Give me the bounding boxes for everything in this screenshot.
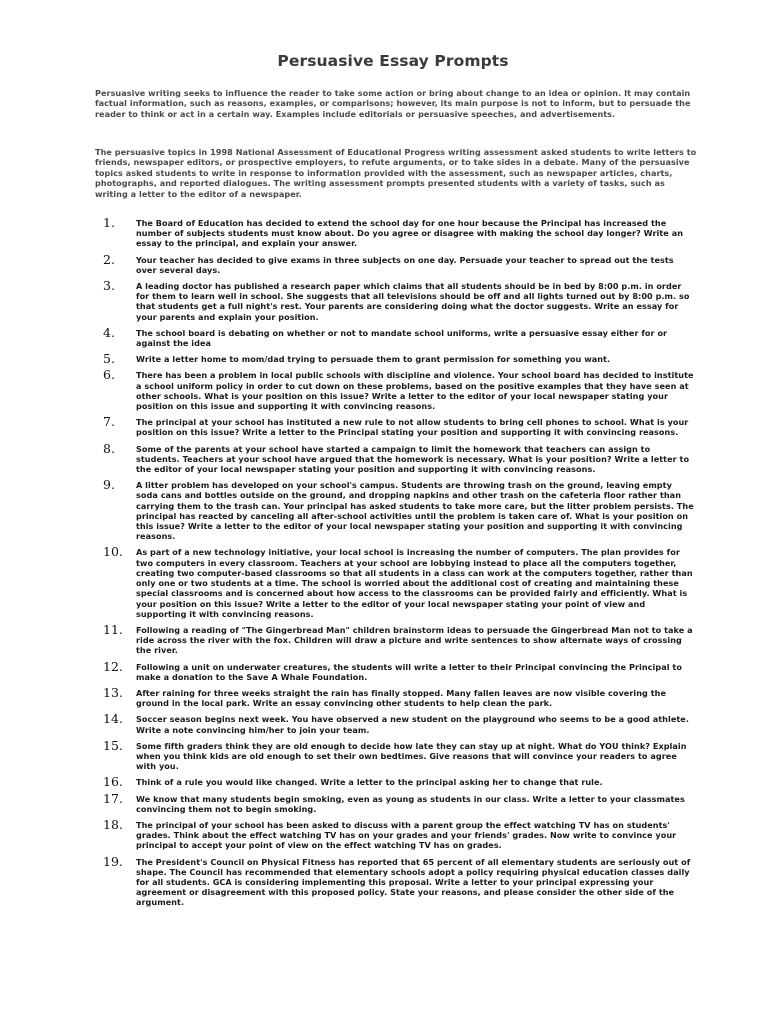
prompt-item — [0, 251, 768, 275]
prompt-number: 16. — [103, 774, 123, 790]
prompt-text: Some fifth graders think they are old enough to decide how late they can stay up at night. What do YOU think? Explain when you think kids are old enough to set their own bedtimes. Give reasons that will convince your readers to agree with you. — [136, 740, 687, 772]
prompt-item — [0, 790, 768, 814]
prompt-number: 18. — [103, 816, 123, 832]
prompt-item — [0, 477, 768, 542]
prompt-item — [0, 367, 768, 412]
prompt-item — [0, 658, 768, 682]
prompt-text: Soccer season begins next week. You have observed a new student on the playground who seems to be a good athlete. Write a note convincing him/her to join your team. — [136, 714, 689, 735]
prompt-text: Think of a rule you would like changed. Write a letter to the principal asking her to change that rule. — [136, 777, 603, 788]
prompt-number: 6. — [103, 367, 115, 383]
prompt-item — [0, 684, 768, 709]
prompt-item — [0, 737, 768, 772]
prompt-text: A litter problem has developed on your school's campus. Students are throwing trash on the ground, leaving empty soda cans and bottles outside on the ground, and dropping napkins and other trash on the cafeteria floor rather than carrying them to the trash can. Your principal has asked students to take more care, but the litter problem persists. The principal has reacted by canceling all after-school activities until the problem is taken care of. What is your position on this issue? Write a letter to the editor of your local newspaper stating your position and supporting it with convincing reasons. — [136, 480, 694, 542]
prompt-text: A leading doctor has published a research paper which claims that all students should be in bed by 8:00 p.m. in order for them to learn well in school. She suggests that all televisions should be off and all lights turned out by 8:00 p.m. so that students get a full night's rest. Your parents are considering doing what the doctor suggests. Write an essay for your parents and explain your position. — [136, 281, 690, 322]
prompt-item — [0, 621, 768, 656]
prompt-text: Write a letter home to mom/dad trying to persuade them to grant permission for something you want. — [136, 354, 611, 365]
page-title: Persuasive Essay Prompts — [277, 52, 509, 70]
prompt-item — [0, 215, 768, 249]
prompt-number: 19. — [103, 853, 123, 869]
prompt-number: 12. — [103, 658, 123, 674]
intro-paragraph: Persuasive writing seeks to influence the reader to take some action or bring about change to an idea or opinion. It may contain factual information, such as reasons, examples, or comparisons; however, its main purpose is not to inform, but to persuade the reader to think or act in a certain way. Examples include editorials or persuasive speeches, and advertisements. — [95, 88, 691, 119]
prompt-number: 11. — [103, 621, 123, 637]
prompt-text: We know that many students begin smoking, even as young as students in our class. Write a letter to your classmates convincing them not to begin smoking. — [136, 793, 685, 814]
intro-paragraph: The persuasive topics in 1998 National Assessment of Educational Progress writing assessment asked students to write letters to friends, newspaper editors, or prospective employers, to refute arguments, or to take sides in a debate. Many of the persuasive topics asked students to write in response to information provided with the assessment, such as newspaper articles, charts, photographs, and reported dialogues. The writing assessment prompts presented students with a variety of tasks, such as writing a letter to the editor of a newspaper. — [95, 147, 697, 199]
prompt-text: The President's Council on Physical Fitness has reported that 65 percent of all elementary students are seriously out of shape. The Council has recommended that elementary schools adopt a policy requiring physical education classes daily for all students. GCA is considering implementing this proposal. Write a letter to your principal expressing your agreement or disagreement with this proposed policy. State your reasons, and please consider the other side of the argument. — [136, 856, 691, 908]
prompt-text: Some of the parents at your school have started a campaign to limit the homework that teachers can assign to students. Teachers at your school have argued that the homework is necessary. What is your position? Write a letter to the editor of your local newspaper stating your position and supporting it with convincing reasons. — [136, 443, 690, 475]
prompt-text: There has been a problem in local public schools with discipline and violence. Your school board has decided to institute a school uniform policy in order to cut down on these problems, based on the positive examples that they have seen at other schools. What is your position on this issue? Write a letter to the editor of your local newspaper stating your position on this issue and supporting it with convincing reasons. — [136, 370, 694, 412]
prompt-list — [0, 215, 768, 914]
prompt-text: Following a reading of "The Gingerbread Man" children brainstorm ideas to persuade the Gingerbread Man not to take a ride across the river with the fox. Children will draw a picture and write sentences to show alternate ways of crossing the river. — [136, 624, 693, 656]
prompt-text: Your teacher has decided to give exams in three subjects on one day. Persuade your teacher to spread out the tests over several days. — [136, 254, 674, 275]
prompt-number: 3. — [103, 278, 115, 294]
prompt-number: 2. — [103, 251, 115, 267]
prompt-number: 13. — [103, 684, 123, 700]
prompt-text: The Board of Education has decided to extend the school day for one hour because the Principal has increased the number of subjects students must know about. Do you agree or disagree with making the school day longer? Write an essay to the principal, and explain your answer. — [136, 218, 684, 249]
prompt-text: After raining for three weeks straight the rain has finally stopped. Many fallen leaves are now visible covering the ground in the local park. Write an essay convincing other students to help clean the park. — [136, 687, 666, 709]
prompt-item — [0, 351, 768, 367]
prompt-number: 14. — [103, 711, 123, 727]
prompt-item — [0, 711, 768, 735]
prompt-number: 5. — [103, 351, 115, 367]
prompt-number: 15. — [103, 737, 123, 753]
prompt-number: 8. — [103, 440, 115, 456]
prompt-item — [0, 324, 768, 349]
prompt-number: 17. — [103, 790, 123, 806]
prompt-item — [0, 440, 768, 475]
prompt-item — [0, 278, 768, 322]
prompt-number: 10. — [103, 544, 123, 560]
prompt-text: As part of a new technology initiative, your local school is increasing the number of computers. The plan provides for two computers in every classroom. Teachers at your school are lobbying instead to place all the computers together, creating two computer-based classrooms so that all students in a class can work at the computers together, rather than only one or two students at a time. The school is worried about the additional cost of creating and maintaining these special classrooms and is concerned about how access to the classrooms can be provided fairly and efficiently. What is your position on this issue? Write a letter to the editor of your local newspaper stating your point of view and supporting it with convincing reasons. — [136, 547, 693, 619]
prompt-text: The principal at your school has instituted a new rule to not allow students to bring cell phones to school. What is your position on this issue? Write a letter to the Principal stating your position and supporting it with convincing reasons. — [136, 417, 689, 438]
prompt-number: 4. — [103, 324, 115, 340]
prompt-text: The school board is debating on whether or not to mandate school uniforms, write a persuasive essay either for or against the idea — [136, 327, 668, 349]
prompt-item — [0, 544, 768, 619]
prompt-item — [0, 414, 768, 438]
prompt-number: 1. — [103, 215, 115, 230]
prompt-item — [0, 774, 768, 790]
prompt-text: The principal of your school has been asked to discuss with a parent group the effect watching TV has on students' grades. Think about the effect watching TV has on your grades and your friends' grades. Now write to convince your principal to accept your point of view on the effect watching TV has on grades. — [136, 819, 677, 851]
prompt-number: 7. — [103, 414, 115, 430]
prompt-number: 9. — [103, 477, 115, 493]
prompt-item — [0, 816, 768, 851]
prompt-item — [0, 853, 768, 908]
prompt-text: Following a unit on underwater creatures, the students will write a letter to their Principal convincing the Principal to make a donation to the Save A Whale Foundation. — [136, 661, 682, 682]
